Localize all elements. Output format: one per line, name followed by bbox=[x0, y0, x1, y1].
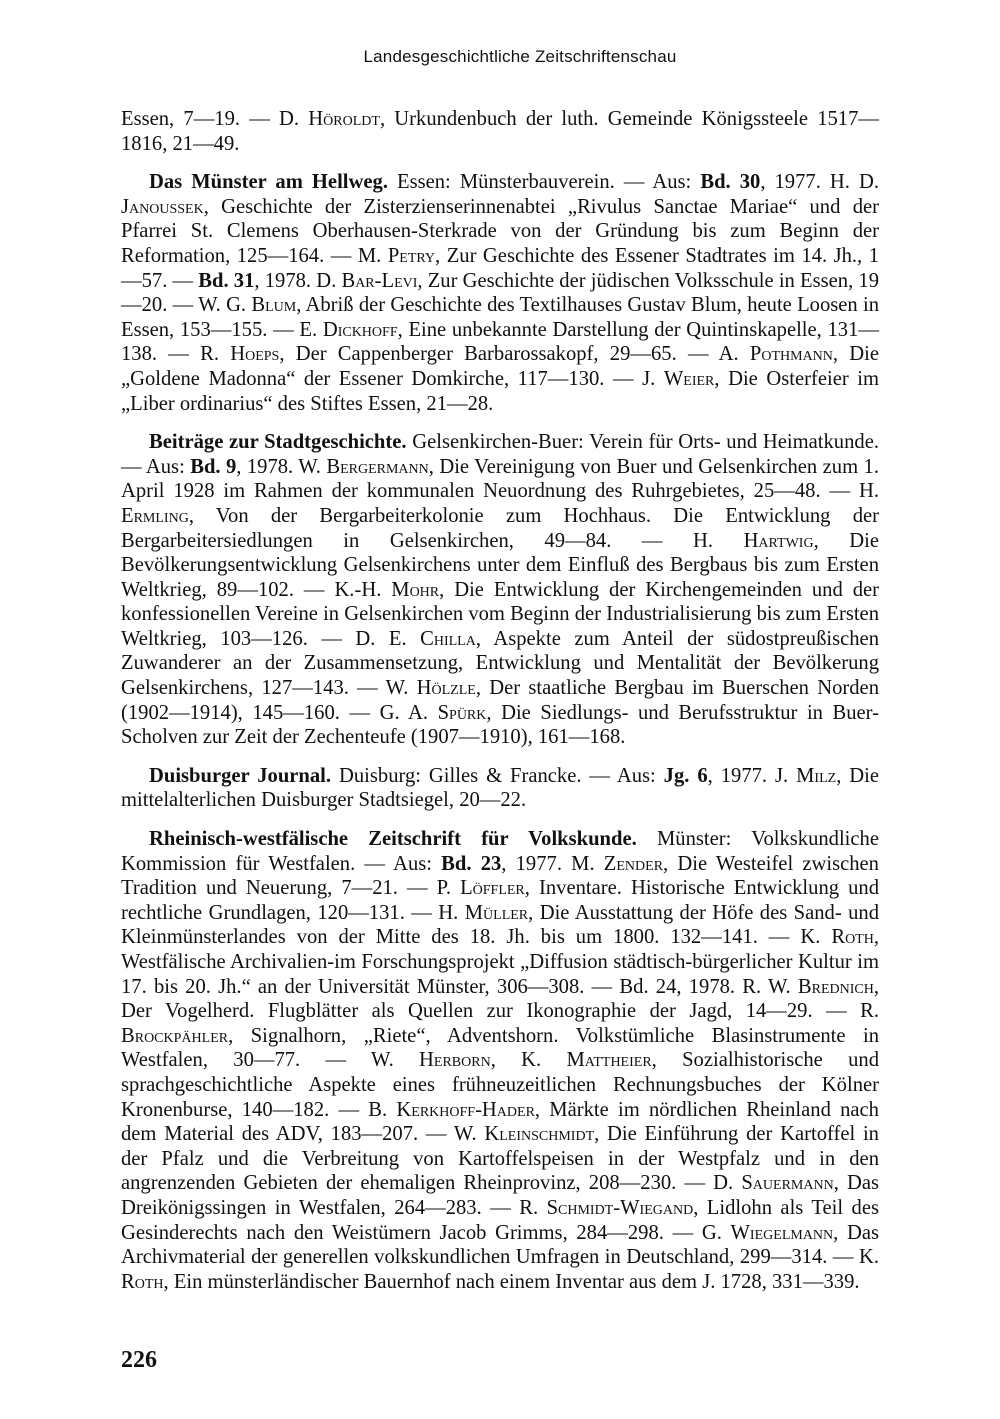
citation-text: , Die mittelalterlichen Duisburger Stadtsiegel, 20—22. bbox=[121, 764, 880, 812]
citation-text: Duisburg: Gilles & Francke. — Aus: bbox=[331, 764, 664, 787]
author-name: Kleinschmidt bbox=[484, 1123, 595, 1146]
citation-text: , Zur Geschichte der jüdischen Volksschule in Essen, 19—20. — W. G. bbox=[121, 269, 879, 317]
citation-text: , Die Ausstattung der Höfe des Sand- und Kleinmünsterlandes von der Mitte des 18. Jh. bis um 1800. 132—141. — K. bbox=[121, 901, 879, 949]
periodical-title: Duisburger Journal. bbox=[149, 764, 332, 787]
volume-label: Bd. 30 bbox=[700, 171, 761, 194]
citation-text: , 1978. D. bbox=[254, 269, 342, 292]
citation-text: , Inventare. Historische Entwicklung und rechtliche Grundlagen, 120—131. — H. bbox=[121, 877, 879, 924]
bibliography-paragraph bbox=[121, 430, 879, 750]
citation-text: , Die Entwicklung der Kirchengemeinden und der konfessionellen Vereine in Gelsenkirchen vom Beginn der Industrialisierung bis zum Ersten Weltkrieg, 103—126. — D. E. bbox=[121, 578, 879, 650]
bibliography-paragraph bbox=[121, 764, 879, 813]
bibliography-paragraph bbox=[121, 170, 879, 416]
citation-text: , Westfälische Archivalien-im Forschungsprojekt „Diffusion städtisch-bürgerlicher Kultur im 17. bis 20. Jh.“ an der Universität Münster, 306—308. — Bd. 24, 1978. R. W. bbox=[121, 926, 879, 998]
citation-text: , 1978. W. bbox=[236, 455, 327, 478]
author-name: Löffler bbox=[460, 877, 525, 900]
author-name: Milz bbox=[796, 764, 837, 787]
author-name: Hölzle bbox=[416, 677, 476, 700]
periodical-title: Rheinisch-westfälische Zeitschrift für Volkskunde. bbox=[149, 828, 637, 851]
periodical-title: Das Münster am Hellweg. bbox=[149, 171, 388, 194]
author-name: Hoeps bbox=[230, 343, 280, 366]
citation-text: , Geschichte der Zisterzienserinnenabtei „Rivulus Sanctae Mariae“ und der Pfarrei St. Clemens Oberhausen-Sterkrade von der Gründung bis zum Beginn der Reformation, 125—164. — M. bbox=[121, 195, 879, 267]
author-name: Ermling bbox=[121, 504, 189, 527]
author-name: Brednich bbox=[797, 975, 874, 998]
author-name: Roth bbox=[121, 1270, 164, 1293]
author-name: Mattheier bbox=[566, 1049, 652, 1072]
citation-text: Essen, 7—19. — D. bbox=[121, 108, 309, 130]
volume-label: Jg. 6 bbox=[663, 764, 708, 787]
author-name: Zender bbox=[603, 852, 664, 875]
author-name: Hartwig bbox=[743, 529, 814, 552]
citation-text: , Märkte im nördlichen Rheinland nach dem Material des ADV, 183—207. — W. bbox=[121, 1098, 879, 1146]
author-name: Müller bbox=[464, 901, 529, 924]
citation-text: , 1977. H. D. bbox=[760, 171, 879, 194]
citation-text: , 1977. J. bbox=[707, 764, 797, 787]
citation-text: , Eine unbekannte Darstellung der Quintinskapelle, 131—138. — R. bbox=[121, 318, 879, 366]
citation-text: , Aspekte zum Anteil der südostpreußischen Zuwanderer an der Zusammensetzung, Entwicklung und Mentalität der Bevölkerung Gelsenkirchens, 127—143. — W. bbox=[121, 627, 879, 700]
citation-text: , Signalhorn, „Riete“, Adventshorn. Volkstümliche Blasinstrumente in Westfalen, 30—77. — W. bbox=[121, 1024, 879, 1072]
volume-label: Bd. 9 bbox=[190, 455, 237, 478]
author-name: Pothmann bbox=[749, 343, 833, 366]
author-name: Schmidt-Wiegand bbox=[546, 1196, 694, 1219]
citation-text: , Der Vogelherd. Flugblätter als Quellen zur Ikonographie der Jagd, 14—29. — R. bbox=[121, 975, 879, 1023]
citation-text: , Die „Goldene Madonna“ der Essener Domkirche, 117—130. — J. bbox=[121, 343, 880, 390]
volume-label: Bd. 31 bbox=[198, 269, 255, 292]
citation-text: Münster: Volkskundliche Kommission für Westfalen. — Aus: bbox=[121, 828, 879, 875]
citation-text: , Das Dreikönigssingen in Westfalen, 264—283. — R. bbox=[121, 1172, 879, 1219]
citation-text: , Die Vereinigung von Buer und Gelsenkirchen zum 1. April 1928 im Rahmen der kommunalen Neuordnung des Ruhrgebietes, 25—48. — H. bbox=[121, 455, 879, 503]
author-name: Roth bbox=[831, 926, 874, 949]
citation-text: , Der staatliche Bergbau im Buerschen Norden (1902—1914), 145—160. — G. A. bbox=[121, 677, 879, 724]
citation-text: , Zur Geschichte des Essener Stadtrates im 14. Jh., 1—57. — bbox=[121, 244, 880, 292]
citation-text: , Die Osterfeier im „Liber ordinarius“ des Stiftes Essen, 21—28. bbox=[121, 367, 879, 415]
citation-text: , Die Siedlungs- und Berufsstruktur in Buer-Scholven zur Zeit der Zechenteufe (1907—1910), 161—168. bbox=[121, 701, 879, 749]
running-head: Landesgeschichtliche Zeitschriftenschau bbox=[363, 47, 677, 66]
author-name: Bergermann bbox=[326, 455, 429, 478]
page-number: 226 bbox=[121, 1347, 157, 1373]
author-name: Sauermann bbox=[741, 1172, 834, 1195]
citation-text: , K. bbox=[490, 1049, 567, 1072]
citation-text: , 1977. M. bbox=[501, 852, 604, 875]
citation-text: , Die Westeifel zwischen Tradition und Neuerung, 7—21. — P. bbox=[121, 852, 879, 900]
author-name: Mohr bbox=[391, 578, 440, 601]
citation-text: , Die Einführung der Kartoffel in der Pfalz und die Verbreitung von Kartoffelspeisen in der Westpfalz und in den angrenzenden Gebieten der ehemaligen Rheinprovinz, 208—230. — D. bbox=[121, 1123, 879, 1195]
citation-text: , Der Cappenberger Barbarossakopf, 29—65. — A. bbox=[279, 343, 750, 366]
author-name: Chilla bbox=[420, 627, 476, 650]
author-name: Kerkhoff-Hader bbox=[396, 1098, 535, 1121]
citation-text: , Ein münsterländischer Bauernhof nach einem Inventar aus dem J. 1728, 331—339. bbox=[163, 1270, 860, 1293]
citation-text: , Lidlohn als Teil des Gesinderechts nach den Weistümern Jacob Grimms, 284—298. — G. bbox=[121, 1196, 879, 1244]
citation-text: Essen: Münsterbauverein. — Aus: bbox=[387, 171, 701, 194]
bibliography-paragraph bbox=[121, 827, 879, 1294]
author-name: Petry bbox=[387, 244, 436, 267]
periodical-title: Beiträge zur Stadtgeschichte. bbox=[149, 431, 407, 454]
author-name: Blum bbox=[251, 294, 297, 317]
citation-text: , Das Archivmaterial der generellen volkskundlichen Umfragen in Deutschland, 299—314. — K. bbox=[121, 1221, 879, 1269]
author-name: Spürk bbox=[437, 701, 487, 724]
citation-text: , Sozialhistorische und sprachgeschichtliche Aspekte eines frühneuzeitlichen Rechnungsbuches der Kölner Kronenburse, 140—182. — B. bbox=[121, 1049, 879, 1121]
author-name: Dickhoff bbox=[322, 318, 398, 341]
citation-text: , Die Bevölkerungsentwicklung Gelsenkirchens unter dem Einfluß des Bergbaus bis zum Ersten Weltkrieg, 89—102. — K.-H. bbox=[121, 529, 879, 601]
citation-text: , Abriß der Geschichte des Textilhauses Gustav Blum, heute Loosen in Essen, 153—155. — E. bbox=[121, 294, 879, 341]
author-name: Bar-Levi bbox=[341, 269, 418, 292]
author-name: Herborn bbox=[419, 1049, 491, 1072]
author-name: Weier bbox=[663, 367, 715, 390]
volume-label: Bd. 23 bbox=[441, 852, 502, 875]
author-name: Brockpähler bbox=[121, 1024, 229, 1047]
citation-text: Gelsenkirchen-Buer: Verein für Orts- und Heimatkunde. — Aus: bbox=[121, 431, 879, 478]
bibliography-paragraph bbox=[121, 107, 879, 156]
author-name: Janoussek bbox=[121, 195, 204, 218]
citation-text: , Urkundenbuch der luth. Gemeinde Königssteele 1517—1816, 21—49. bbox=[121, 108, 879, 155]
bibliography-body bbox=[121, 107, 879, 1294]
author-name: Höroldt bbox=[308, 108, 380, 130]
author-name: Wiegelmann bbox=[730, 1221, 834, 1244]
citation-text: , Von der Bergarbeiterkolonie zum Hochhaus. Die Entwicklung der Bergarbeitersiedlungen in Gelsenkirchen, 49—84. — H. bbox=[121, 504, 879, 552]
